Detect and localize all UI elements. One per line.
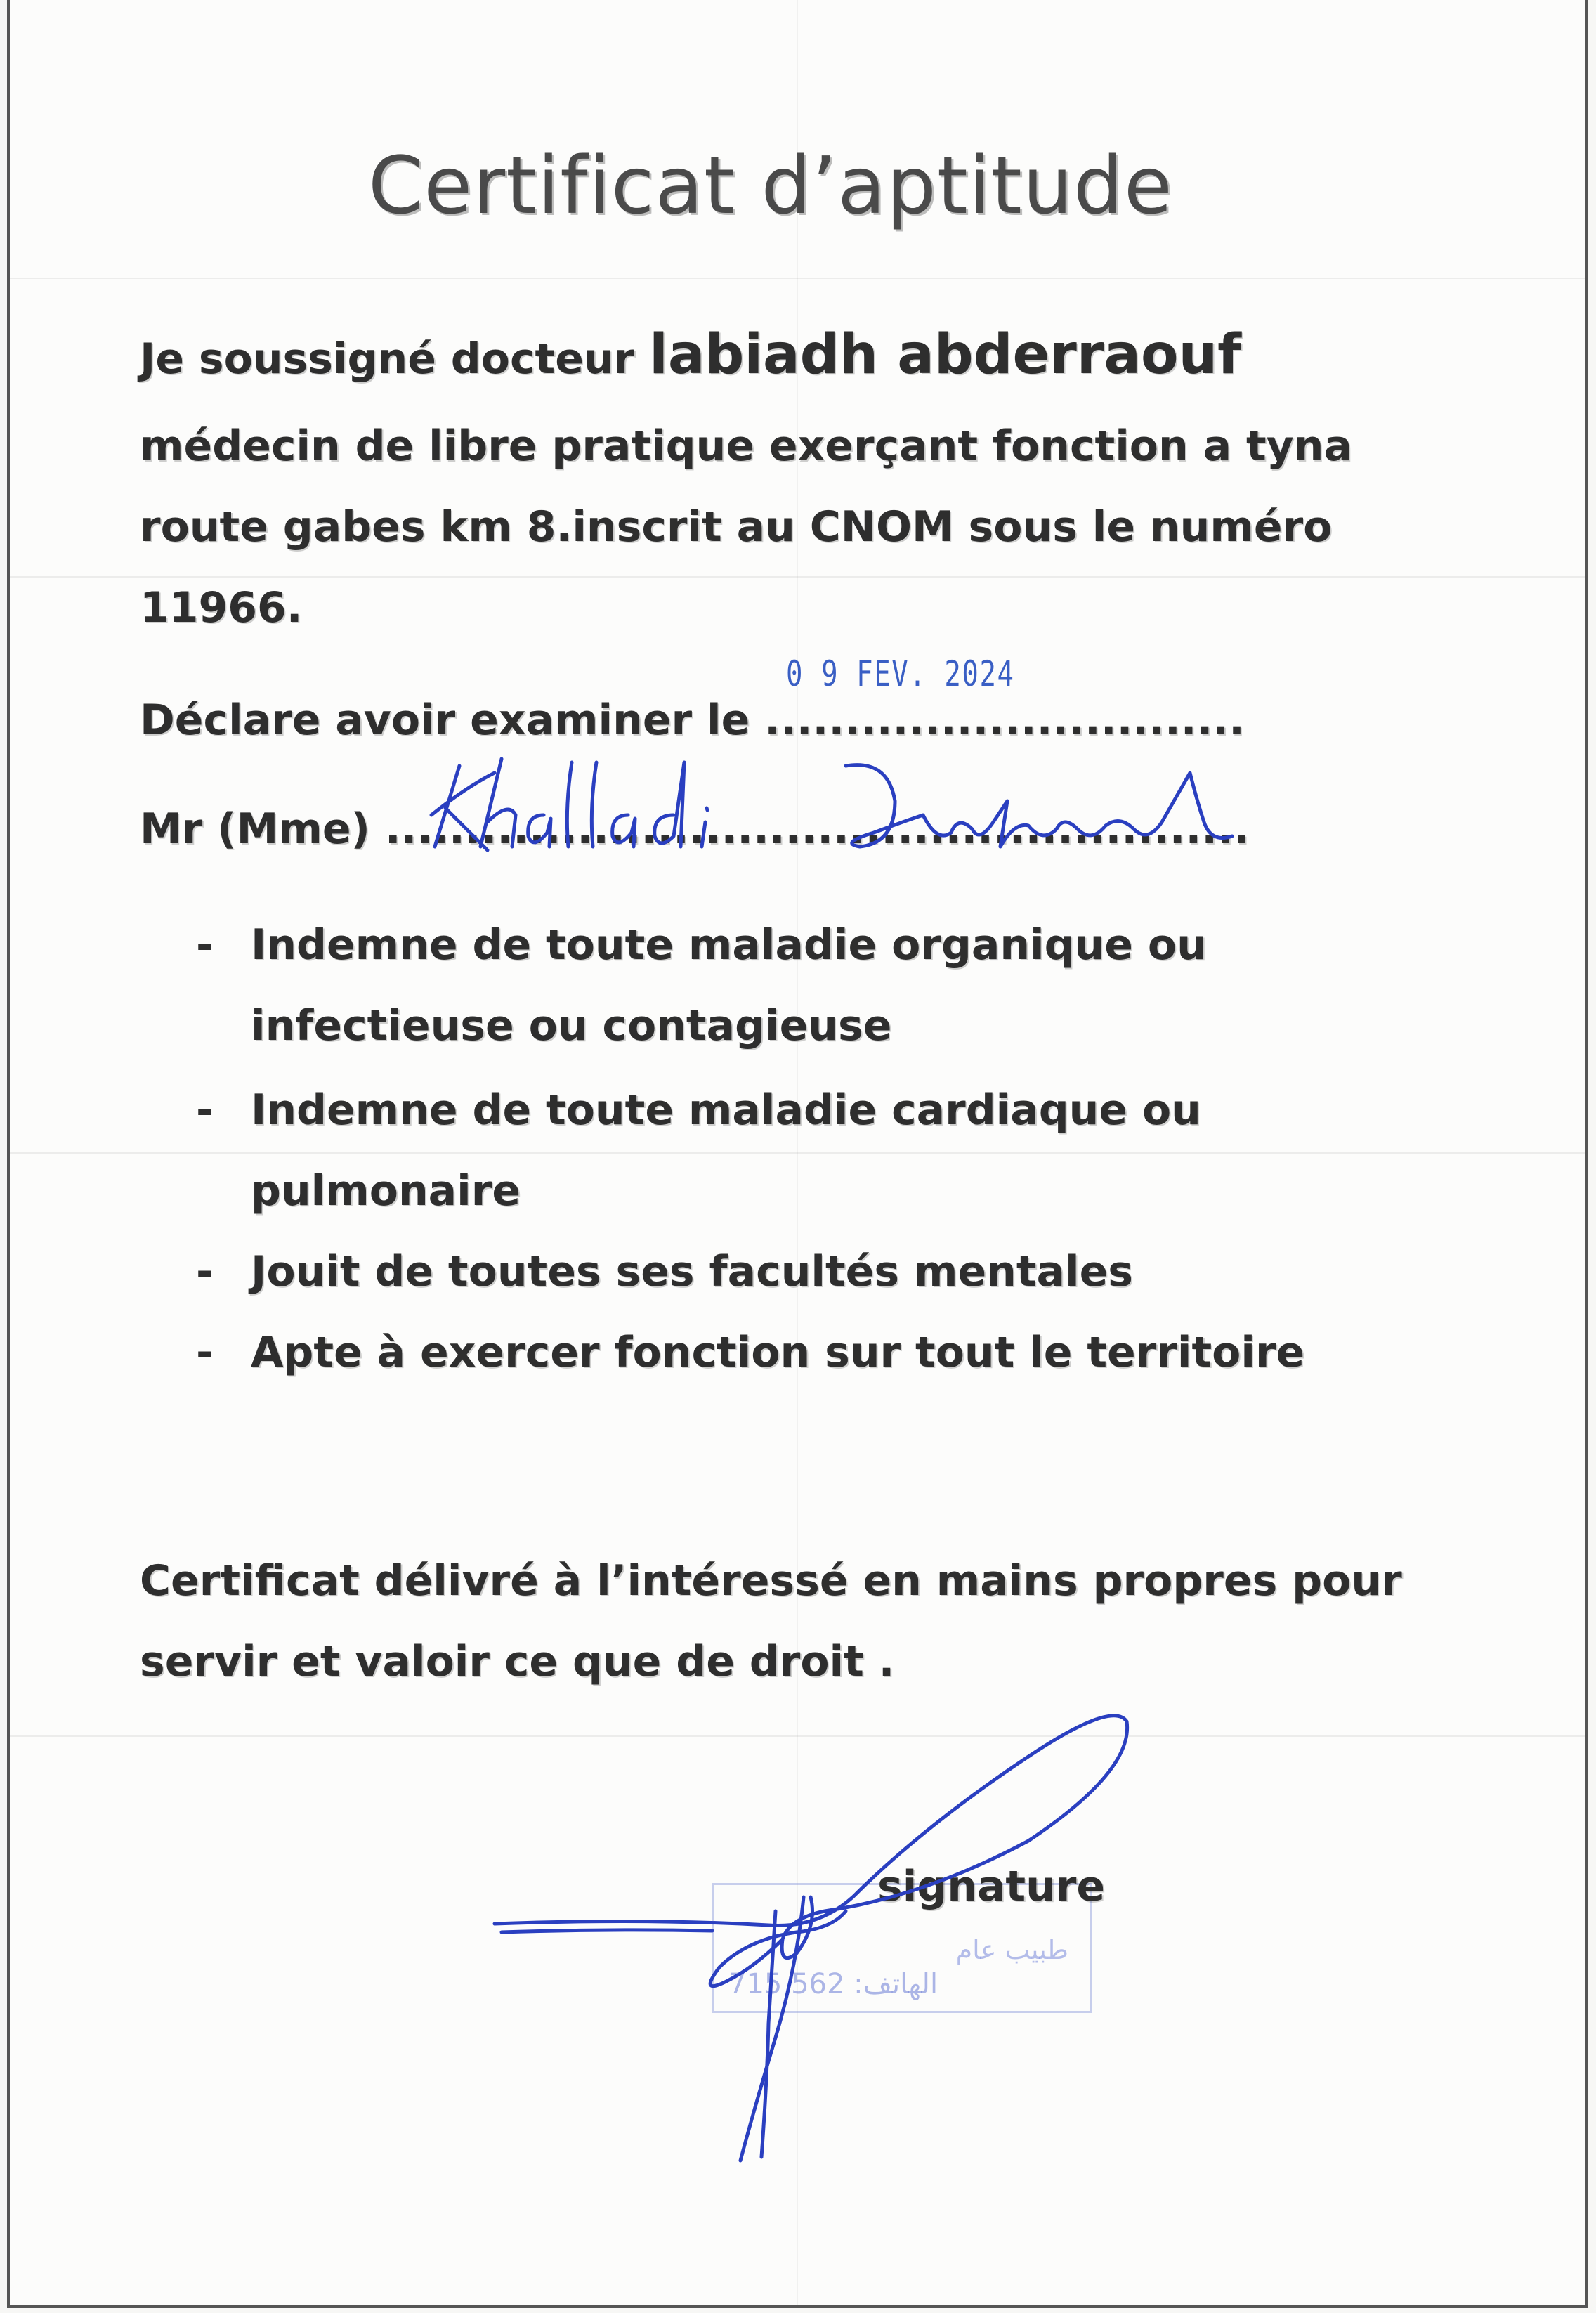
patient-dots: ...................................................... [384,804,1250,854]
certificate-page [7,0,1588,2308]
declare-line: Déclare avoir examiner le .............................. [140,696,1245,745]
doctor-practice-line: médecin de libre pratique exerçant fonction a tyna [140,422,1352,471]
bullet-dash: - [196,920,214,970]
bullet-1-line-2: infectieuse ou contagieuse [251,1001,892,1050]
signature-label: signature [877,1862,1106,1911]
stamp-phone: الهاتف: 562 715 [728,1968,938,2000]
doctor-address-line: route gabes km 8.inscrit au CNOM sous le numéro [140,502,1333,552]
bullet-3-line-1: Jouit de toutes ses facultés mentales [251,1247,1134,1296]
doctor-name: labiadh abderraouf [649,323,1242,386]
bullet-4-line-1: Apte à exercer fonction sur tout le territoire [251,1328,1305,1377]
certificate-title: Certificat d’aptitude [368,141,1173,232]
patient-prefix: Mr (Mme) [140,804,385,854]
intro-prefix: Je soussigné docteur [140,334,635,384]
doctor-signature [495,1716,1127,2161]
patient-name-handwriting [431,759,1232,850]
closing-line-2: servir et valoir ce que de droit . [140,1637,895,1686]
handwriting-layer [10,0,1590,2308]
bullet-2-line-1: Indemne de toute maladie cardiaque ou [251,1086,1201,1135]
bullet-dash: - [196,1328,214,1377]
closing-line-1: Certificat délivré à l’intéressé en mains propres pour [140,1556,1402,1605]
registration-number: 11966. [140,583,303,632]
stamp-title: طبيب عام [955,1934,1068,1965]
date-stamp: 0 9 FEV. 2024 [786,653,1015,694]
bullet-dash: - [196,1247,214,1296]
bullet-dash: - [196,1086,214,1135]
bullet-2-line-2: pulmonaire [251,1166,521,1216]
bullet-1-line-1: Indemne de toute maladie organique ou [251,920,1207,970]
